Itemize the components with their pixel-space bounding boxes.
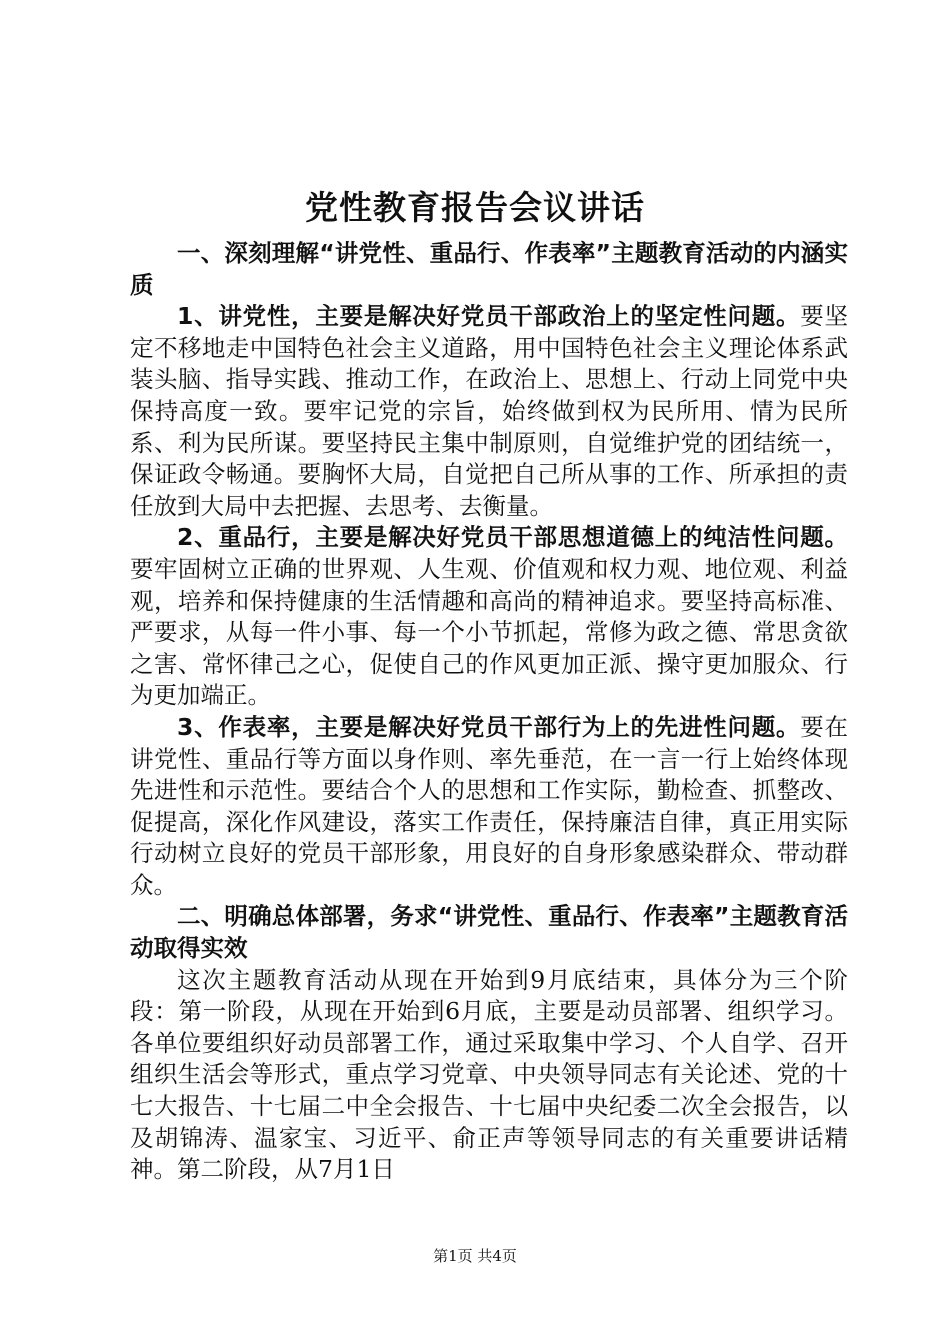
item-lead-1: 1、讲党性，主要是解决好党员干部政治上的坚定性问题。 bbox=[177, 302, 801, 331]
item-lead-3: 3、作表率，主要是解决好党员干部行为上的先进性问题。 bbox=[177, 712, 801, 741]
section-heading-2: 二、明确总体部署，务求“讲党性、重品行、作表率”主题教育活动取得实效 bbox=[130, 902, 848, 963]
paragraph-section-2: 这次主题教育活动从现在开始到9月底结束，具体分为三个阶段：第一阶段，从现在开始到6月底，主要是动员部署、组织学习。各单位要组织好动员部署工作，通过采取集中学习、个人自学、召开组织生活会等形式，重点学习党章、中央领导同志有关论述、党的十七大报告、十七届二中全会报告、十七届中央纪委二次全会报告，以及胡锦涛、温家宝、习近平、俞正声等领导同志的有关重要讲话精神。第二阶段，从7月1日 bbox=[130, 965, 848, 1184]
item-body-1: 要坚定不移地走中国特色社会主义道路，用中国特色社会主义理论体系武装头脑、指导实践、推动工作，在政治上、思想上、行动上同党中央保持高度一致。要牢记党的宗旨，始终做到权为民所用、情为民所系、利为民所谋。要坚持民主集中制原则，自觉维护党的团结统一，保证政令畅通。要胸怀大局，自觉把自己所从事的工作、所承担的责任放到大局中去把握、去思考、去衡量。 bbox=[130, 302, 848, 520]
document-body bbox=[130, 238, 848, 1186]
document-title: 党性教育报告会议讲话 bbox=[305, 188, 645, 227]
item-lead-2: 2、重品行，主要是解决好党员干部思想道德上的纯洁性问题。 bbox=[177, 523, 848, 552]
section-heading-1: 一、深刻理解“讲党性、重品行、作表率”主题教育活动的内涵实质 bbox=[130, 239, 848, 299]
item-body-2: 要牢固树立正确的世界观、人生观、价值观和权力观、地位观、利益观，培养和保持健康的生活情趣和高尚的精神追求。要坚持高标准、严要求，从每一件小事、每一个小节抓起，常修为政之德、常思贪欲之害、常怀律己之心，促使自己的作风更加正派、操守更加服众、行为更加端正。 bbox=[130, 554, 848, 710]
paragraph-item-3 bbox=[130, 712, 848, 902]
page-number-footer: 第1页 共4页 bbox=[433, 1247, 517, 1265]
item-body-3: 要在讲党性、重品行等方面以身作则、率先垂范，在一言一行上始终体现先进性和示范性。要结合个人的思想和工作实际，勤检查、抓整改、促提高，深化作风建设，落实工作责任，保持廉洁自律，真正用实际行动树立良好的党员干部形象，用良好的自身形象感染群众、带动群众。 bbox=[130, 712, 848, 899]
paragraph-item-1 bbox=[130, 301, 848, 522]
paragraph-item-2 bbox=[130, 522, 848, 712]
